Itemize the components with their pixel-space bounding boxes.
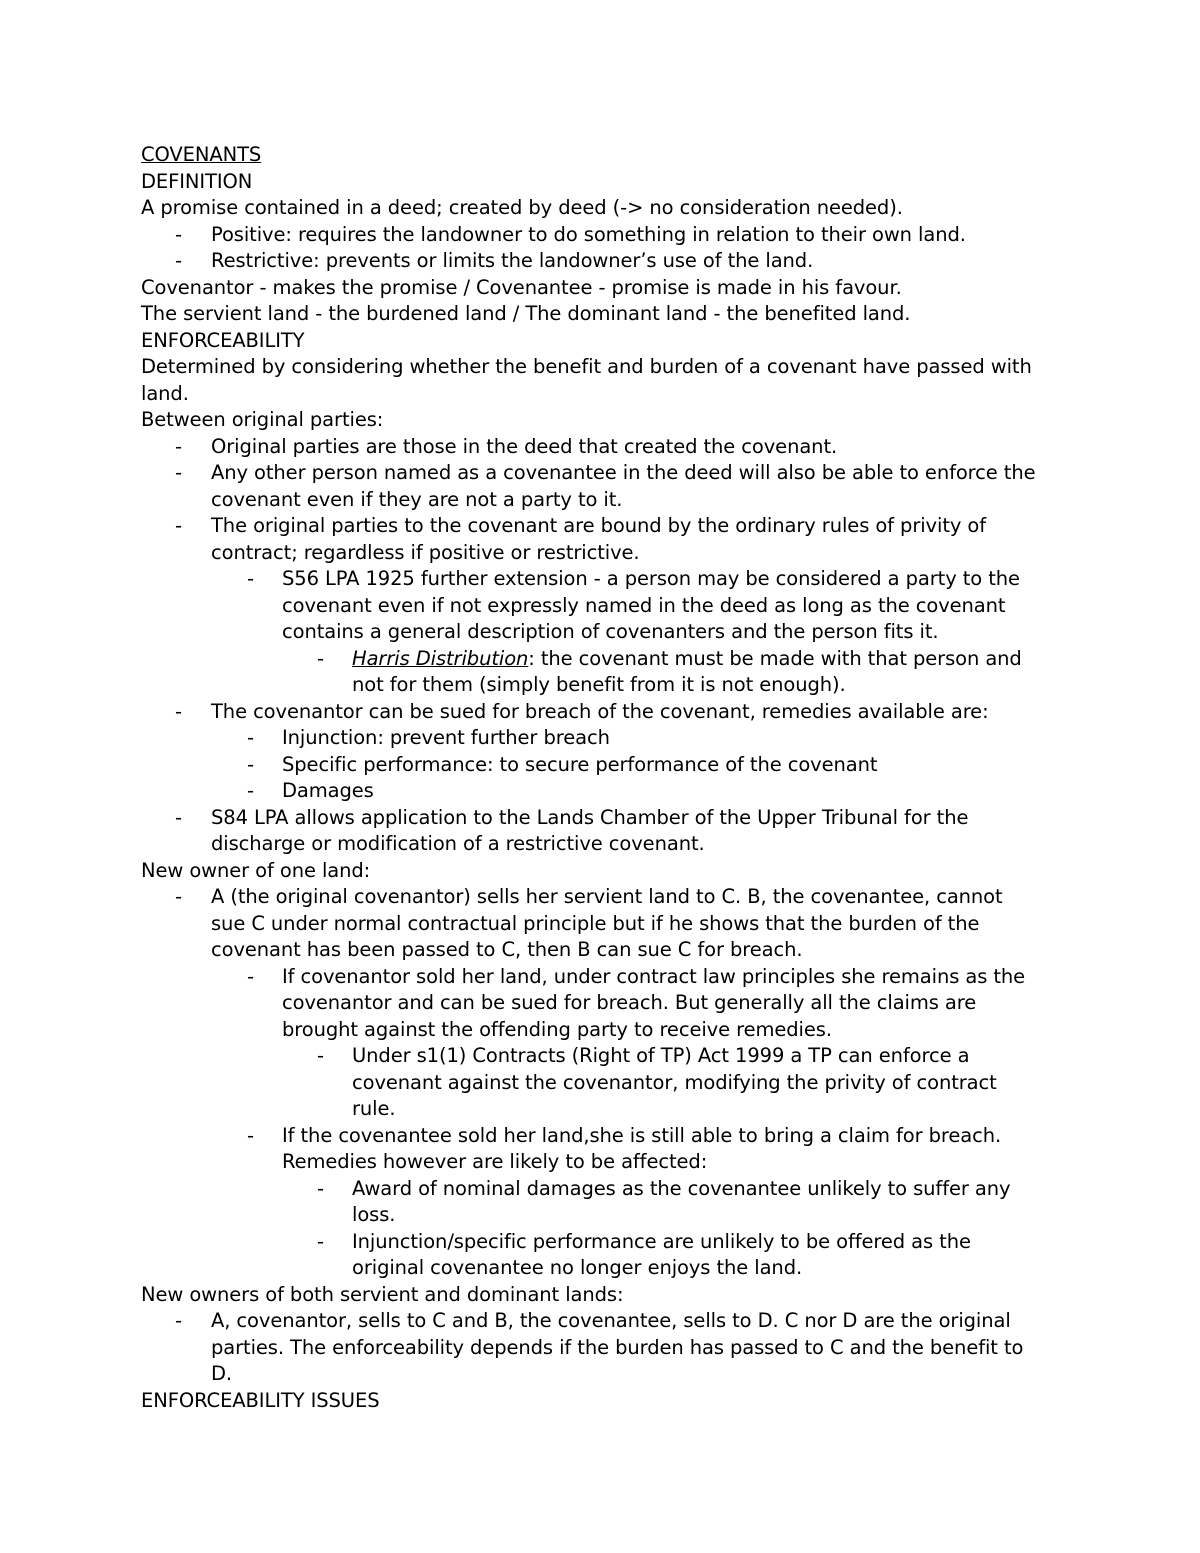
list-item — [141, 752, 1071, 779]
bullet-dash: - — [247, 779, 254, 802]
list-item — [141, 222, 1071, 249]
list-item-text-line-2: discharge or modification of a restrictive covenant. — [211, 832, 705, 855]
list-item-text-line-3: rule. — [352, 1097, 396, 1120]
list-item — [141, 1229, 1071, 1282]
list-item-text: Damages — [282, 779, 374, 802]
list-item-text: Injunction: prevent further breach — [282, 726, 610, 749]
list-item-text-line-1: Award of nominal damages as the covenantee unlikely to suffer any — [352, 1176, 1011, 1200]
bullet-dash: - — [247, 726, 254, 749]
bullet-dash: - — [175, 514, 182, 537]
new-owner-heading: New owner of one land: — [141, 858, 371, 882]
document-title: COVENANTS — [141, 143, 262, 166]
bullet-dash: - — [247, 964, 254, 988]
both-owners-heading: New owners of both servient and dominant lands: — [141, 1282, 624, 1306]
list-item-text: Restrictive: prevents or limits the landowner’s use of the land. — [211, 249, 814, 272]
list-item — [141, 725, 1071, 752]
servient-line: The servient land - the burdened land / The dominant land - the benefited land. — [141, 302, 911, 325]
list-item-text-line-2: original covenantee no longer enjoys the land. — [352, 1256, 803, 1279]
list-item-text: The covenantor can be sued for breach of the covenant, remedies available are: — [211, 699, 989, 723]
bullet-dash: - — [175, 699, 182, 723]
bullet-dash: - — [175, 434, 182, 458]
list-item-text-line-3: contains a general description of covenanters and the person fits it. — [282, 620, 939, 643]
list-item — [141, 1308, 1071, 1388]
list-item — [141, 699, 1071, 726]
list-item-text-line-3: D. — [211, 1362, 233, 1385]
list-item-text-line-1: If the covenantee sold her land,she is still able to bring a claim for breach. — [282, 1123, 1002, 1147]
definition-heading: DEFINITION — [141, 169, 253, 193]
bullet-dash: - — [247, 567, 254, 590]
list-item — [141, 884, 1071, 964]
list-item — [141, 513, 1071, 566]
enforceability-heading: ENFORCEABILITY — [141, 328, 305, 352]
list-item-text: Specific performance: to secure performance of the covenant — [282, 752, 878, 776]
case-description: : the covenant must be made with that person and — [528, 646, 1022, 670]
list-item — [141, 646, 1071, 699]
list-item-text-line-2: contract; regardless if positive or restrictive. — [211, 540, 640, 564]
list-item — [141, 805, 1071, 858]
list-item — [141, 1043, 1071, 1123]
list-item-text-line-3: covenant has been passed to C, then B can sue C for breach. — [211, 938, 803, 961]
bullet-dash: - — [247, 1123, 254, 1147]
enforceability-issues-heading: ENFORCEABILITY ISSUES — [141, 1388, 380, 1412]
list-item-text-line-1: Under s1(1) Contracts (Right of TP) Act 1999 a TP can enforce a — [352, 1044, 970, 1067]
list-item — [141, 434, 1071, 461]
list-item-text: Positive: requires the landowner to do something in relation to their own land. — [211, 222, 966, 246]
list-item-text-line-1: A, covenantor, sells to C and B, the covenantee, sells to D. C nor D are the original — [211, 1309, 1011, 1332]
list-item-text-line-1: Any other person named as a covenantee in the deed will also be able to enforce the — [211, 461, 1036, 484]
bullet-dash: - — [317, 1229, 324, 1253]
list-item-text-line-2: sue C under normal contractual principle but if he shows that the burden of the — [211, 911, 980, 935]
bullet-dash: - — [175, 805, 182, 829]
bullet-dash: - — [247, 752, 254, 776]
list-item-text-line-2: not for them (simply benefit from it is not enough). — [352, 673, 846, 696]
list-item — [141, 566, 1071, 646]
list-item — [141, 1176, 1071, 1229]
list-item-text-line-1 — [352, 646, 1071, 673]
list-item-text-line-2: covenantor and can be sued for breach. But generally all the claims are — [282, 991, 977, 1014]
document-page — [141, 142, 1071, 1414]
list-item-text: Original parties are those in the deed that created the covenant. — [211, 434, 838, 458]
enforceability-intro-line-2: land. — [141, 381, 189, 405]
case-name: Harris Distribution — [352, 646, 529, 670]
bullet-dash: - — [175, 222, 182, 246]
list-item — [141, 964, 1071, 1044]
list-item — [141, 1123, 1071, 1176]
bullet-dash: - — [175, 885, 182, 908]
list-item-text-line-3: brought against the offending party to receive remedies. — [282, 1017, 832, 1041]
bullet-dash: - — [317, 646, 324, 670]
list-item-text-line-1: If covenantor sold her land, under contract law principles she remains as the — [282, 964, 1026, 988]
bullet-dash: - — [175, 249, 182, 272]
list-item-text-line-2: parties. The enforceability depends if the burden has passed to C and the benefit to — [211, 1335, 1024, 1359]
list-item-text-line-1: The original parties to the covenant are bound by the ordinary rules of privity of — [211, 514, 986, 537]
enforceability-intro-line-1: Determined by considering whether the benefit and burden of a covenant have passed with — [141, 355, 1032, 378]
list-item-text-line-2: loss. — [352, 1203, 396, 1226]
list-item-text-line-2: Remedies however are likely to be affected: — [282, 1150, 708, 1173]
list-item-text-line-1: A (the original covenantor) sells her servient land to C. B, the covenantee, cannot — [211, 885, 1003, 908]
bullet-dash: - — [317, 1044, 324, 1067]
list-item-text-line-2: covenant even if they are not a party to it. — [211, 487, 623, 511]
bullet-dash: - — [175, 461, 182, 484]
list-item-text-line-1: S84 LPA allows application to the Lands Chamber of the Upper Tribunal for the — [211, 805, 969, 829]
covenantor-line: Covenantor - makes the promise / Covenantee - promise is made in his favour. — [141, 275, 902, 299]
list-item-text-line-1: Injunction/specific performance are unlikely to be offered as the — [352, 1229, 971, 1253]
definition-intro: A promise contained in a deed; created by deed (-> no consideration needed). — [141, 196, 903, 219]
list-item-text-line-2: covenant against the covenantor, modifying the privity of contract — [352, 1070, 997, 1094]
list-item — [141, 460, 1071, 513]
list-item — [141, 778, 1071, 805]
bullet-dash: - — [317, 1176, 324, 1200]
original-parties-heading: Between original parties: — [141, 408, 384, 431]
list-item-text-line-1: S56 LPA 1925 further extension - a person may be considered a party to the — [282, 567, 1020, 590]
bullet-dash: - — [175, 1309, 182, 1332]
list-item-text-line-2: covenant even if not expressly named in the deed as long as the covenant — [282, 593, 1006, 617]
list-item — [141, 248, 1071, 275]
